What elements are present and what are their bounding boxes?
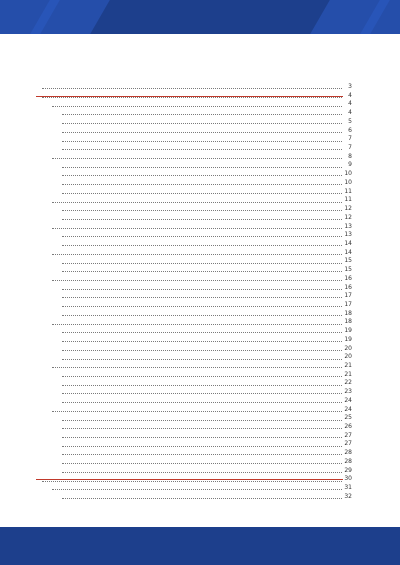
toc-leader-dots xyxy=(52,158,342,159)
toc-leader-dots xyxy=(62,393,342,394)
toc-entry[interactable] xyxy=(36,440,352,449)
toc-leader-dots xyxy=(52,324,342,325)
toc-entry[interactable] xyxy=(36,310,352,319)
toc-entry[interactable] xyxy=(36,188,352,197)
toc-entry-page: 11 xyxy=(344,196,352,204)
toc-entry-page: 4 xyxy=(343,92,352,101)
toc-leader-dots xyxy=(62,498,342,499)
toc-entry[interactable] xyxy=(36,249,352,258)
toc-entry-page: 18 xyxy=(344,309,352,317)
toc-entry[interactable] xyxy=(36,83,352,92)
toc-leader-dots xyxy=(42,481,342,482)
toc-entry-page: 24 xyxy=(344,396,352,404)
toc-entry[interactable] xyxy=(36,170,352,179)
toc-leader-dots xyxy=(62,184,342,185)
toc-entry[interactable] xyxy=(36,214,352,223)
toc-leader-dots xyxy=(62,167,342,168)
toc-leader-dots xyxy=(42,88,342,89)
toc-leader-dots xyxy=(62,175,342,176)
toc-entry-page: 27 xyxy=(344,431,352,439)
toc-entry[interactable] xyxy=(36,345,352,354)
toc-entry[interactable] xyxy=(36,144,352,153)
toc-leader-dots xyxy=(62,437,342,438)
toc-entry[interactable] xyxy=(36,153,352,162)
toc-entry-page: 29 xyxy=(344,466,352,474)
toc-leader-dots xyxy=(52,228,342,229)
toc-entry[interactable] xyxy=(36,100,352,109)
toc-entry[interactable] xyxy=(36,493,352,502)
toc-entry-page: 27 xyxy=(344,440,352,448)
toc-entry[interactable] xyxy=(36,406,352,415)
toc-entry-page: 14 xyxy=(344,239,352,247)
toc-entry-page: 15 xyxy=(344,257,352,265)
toc-leader-dots xyxy=(62,114,342,115)
toc-entry-page: 21 xyxy=(344,370,352,378)
toc-entry-page: 26 xyxy=(344,423,352,431)
toc-entry-page: 21 xyxy=(344,362,352,369)
toc-entry-page: 11 xyxy=(344,187,352,195)
toc-entry-page: 28 xyxy=(344,457,352,465)
toc-leader-dots xyxy=(62,123,342,124)
toc-entry-page: 22 xyxy=(344,379,352,387)
toc-entry-page: 16 xyxy=(344,283,352,291)
toc-leader-dots xyxy=(62,271,342,272)
toc-leader-dots xyxy=(62,306,342,307)
toc-leader-dots xyxy=(52,367,342,368)
toc-entry[interactable] xyxy=(36,257,352,266)
toc-leader-dots xyxy=(62,141,342,142)
toc-leader-dots xyxy=(62,376,342,377)
toc-entry-page: 15 xyxy=(344,266,352,274)
toc-entry[interactable] xyxy=(36,432,352,441)
toc-entry-page: 5 xyxy=(343,118,352,127)
toc-leader-dots xyxy=(62,315,342,316)
toc-leader-dots xyxy=(62,297,342,298)
toc-entry[interactable] xyxy=(36,266,352,275)
toc-entry[interactable] xyxy=(36,336,352,345)
toc-entry-page: 4 xyxy=(343,100,352,109)
toc-leader-dots xyxy=(42,97,342,98)
toc-entry-page: 13 xyxy=(344,231,352,239)
toc-entry-page: 28 xyxy=(344,449,352,457)
toc-entry-page: 20 xyxy=(344,344,352,352)
toc-entry[interactable] xyxy=(36,449,352,458)
toc-leader-dots xyxy=(62,428,342,429)
toc-entry-page: 10 xyxy=(344,170,352,178)
toc-leader-dots xyxy=(62,210,342,211)
toc-entry-page: 17 xyxy=(344,292,352,300)
toc-leader-dots xyxy=(52,106,342,107)
toc-leader-dots xyxy=(52,254,342,255)
toc-leader-dots xyxy=(62,402,342,403)
toc-leader-dots xyxy=(62,149,342,150)
toc-entry[interactable] xyxy=(36,231,352,240)
toc-entry-page: 31 xyxy=(344,484,352,492)
toc-entry[interactable] xyxy=(36,240,352,249)
toc-leader-dots xyxy=(52,411,342,412)
toc-entry[interactable] xyxy=(36,397,352,406)
toc-entry-page: 18 xyxy=(344,318,352,326)
toc-entry[interactable] xyxy=(36,414,352,423)
toc-entry[interactable] xyxy=(36,327,352,336)
toc-entry-page: 24 xyxy=(344,405,352,413)
toc-entry[interactable] xyxy=(36,379,352,388)
toc-entry-page: 3 xyxy=(343,83,352,92)
toc-entry-page: 12 xyxy=(344,213,352,221)
toc-entry[interactable] xyxy=(36,423,352,432)
toc-leader-dots xyxy=(62,263,342,264)
toc-entry-page: 10 xyxy=(344,178,352,186)
report-footer-banner xyxy=(0,527,400,565)
toc-entry[interactable] xyxy=(36,371,352,380)
toc-entry[interactable] xyxy=(36,467,352,476)
toc-entry[interactable] xyxy=(36,161,352,170)
toc-leader-dots xyxy=(62,219,342,220)
toc-leader-dots xyxy=(62,385,342,386)
toc-entry-page: 17 xyxy=(344,300,352,308)
toc-entry-page: 30 xyxy=(344,475,352,483)
toc-entry-page: 12 xyxy=(344,205,352,213)
toc-entry-page: 23 xyxy=(344,388,352,396)
toc-leader-dots xyxy=(62,359,342,360)
toc-entry[interactable] xyxy=(36,179,352,188)
report-header-banner xyxy=(0,0,400,34)
toc-title xyxy=(0,54,400,68)
toc-entry-page: 13 xyxy=(344,222,352,230)
toc-entry[interactable] xyxy=(36,196,352,205)
toc-entry[interactable] xyxy=(36,127,352,136)
toc-entry[interactable] xyxy=(36,205,352,214)
toc-entry[interactable] xyxy=(36,292,352,301)
toc-leader-dots xyxy=(62,193,342,194)
toc-leader-dots xyxy=(62,289,342,290)
toc-entry-page: 32 xyxy=(344,492,352,500)
toc-leader-dots xyxy=(62,454,342,455)
toc-entry[interactable] xyxy=(36,362,352,371)
toc-entry[interactable] xyxy=(36,475,352,484)
toc-leader-dots xyxy=(52,202,342,203)
toc-entry[interactable] xyxy=(36,92,352,101)
toc-leader-dots xyxy=(62,341,342,342)
toc-leader-dots xyxy=(62,472,342,473)
toc-leader-dots xyxy=(52,489,342,490)
toc-leader-dots xyxy=(62,245,342,246)
toc-entry-page: 19 xyxy=(344,335,352,343)
toc-entry[interactable] xyxy=(36,458,352,467)
table-of-contents xyxy=(36,83,352,502)
toc-entry[interactable] xyxy=(36,275,352,284)
toc-entry[interactable] xyxy=(36,484,352,493)
toc-entry-page: 16 xyxy=(344,274,352,282)
toc-entry-page: 20 xyxy=(344,353,352,361)
toc-entry[interactable] xyxy=(36,353,352,362)
toc-entry-page: 9 xyxy=(343,161,352,170)
toc-entry-page: 14 xyxy=(344,248,352,256)
toc-entry[interactable] xyxy=(36,284,352,293)
toc-entry-page: 7 xyxy=(343,135,352,144)
toc-leader-dots xyxy=(62,132,342,133)
toc-leader-dots xyxy=(62,350,342,351)
toc-entry-page: 19 xyxy=(344,327,352,335)
toc-leader-dots xyxy=(62,463,342,464)
toc-entry[interactable] xyxy=(36,118,352,127)
toc-entry-page: 4 xyxy=(343,109,352,118)
toc-entry[interactable] xyxy=(36,318,352,327)
toc-entry[interactable] xyxy=(36,135,352,144)
toc-entry-page: 25 xyxy=(344,414,352,422)
toc-entry-page: 7 xyxy=(343,144,352,153)
toc-entry-page: 8 xyxy=(343,153,352,162)
toc-leader-dots xyxy=(62,446,342,447)
toc-leader-dots xyxy=(52,280,342,281)
toc-entry[interactable] xyxy=(36,388,352,397)
toc-leader-dots xyxy=(62,420,342,421)
toc-entry[interactable] xyxy=(36,223,352,232)
toc-leader-dots xyxy=(62,236,342,237)
toc-entry-page: 6 xyxy=(343,127,352,136)
toc-leader-dots xyxy=(62,332,342,333)
toc-entry[interactable] xyxy=(36,301,352,310)
toc-entry[interactable] xyxy=(36,109,352,118)
